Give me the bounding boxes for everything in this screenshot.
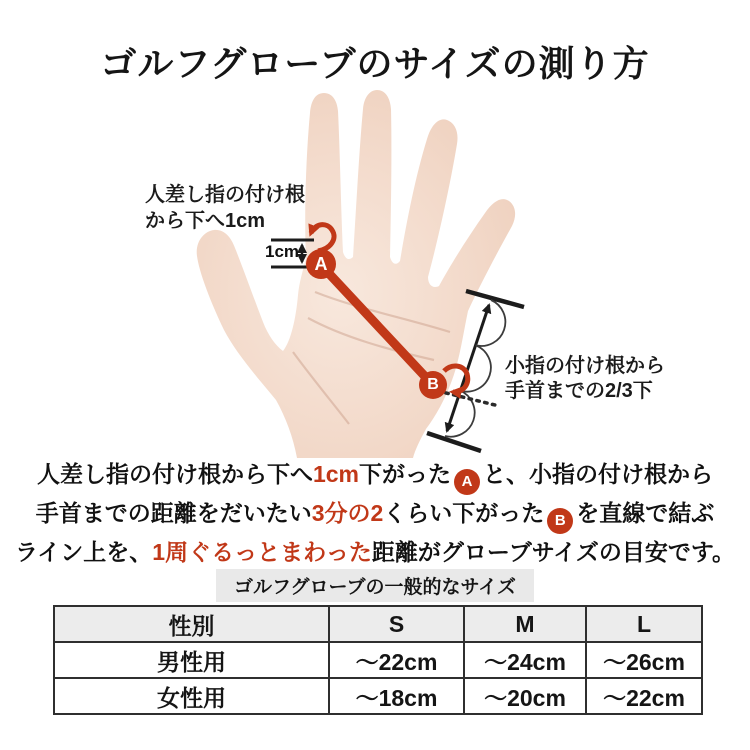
instruction-text: ライン上を、	[14, 539, 153, 565]
instruction-text: 手首までの距離をだいたい	[35, 500, 312, 526]
marker-a-inline-badge: A	[454, 469, 480, 495]
table-row-women	[54, 678, 702, 714]
table-row-men	[54, 642, 702, 678]
size-table	[53, 605, 703, 715]
pinky-note-line2: 手首までの2/3下	[505, 380, 653, 402]
size-table-caption: ゴルフグローブの一般的なサイズ	[216, 569, 534, 602]
instruction-text: 距離がグローブサイズの目安です。	[371, 539, 736, 565]
table-header-m: M	[464, 606, 586, 642]
instruction-line-2	[0, 495, 750, 534]
pinky-note-line1: 小指の付け根から	[505, 355, 665, 377]
hand-shape	[197, 90, 515, 458]
index-base-annotation	[145, 182, 305, 234]
highlight-text: 3分の2	[311, 500, 384, 526]
one-cm-label: 1cm	[265, 242, 300, 261]
table-header-s: S	[329, 606, 464, 642]
table-cell: 〜18cm	[329, 678, 464, 714]
index-note-line2: から下へ1cm	[145, 210, 266, 232]
table-header-row	[54, 606, 702, 642]
marker-b-badge: B	[419, 371, 447, 399]
instruction-paragraph	[0, 456, 750, 570]
instruction-text: と、小指の付け根から	[483, 461, 714, 487]
instruction-line-3	[0, 534, 750, 570]
pinky-base-annotation	[505, 354, 665, 404]
dotted-guide-line	[438, 391, 499, 406]
table-header-l: L	[586, 606, 702, 642]
table-cell: 〜20cm	[464, 678, 586, 714]
instruction-text: を直線で結ぶ	[576, 500, 715, 526]
instruction-text: 人差し指の付け根から下へ	[36, 461, 313, 487]
instruction-text: くらい下がった	[383, 500, 545, 526]
highlight-text: 1cm	[312, 461, 360, 487]
highlight-text: 1周ぐるっとまわった	[152, 539, 372, 565]
table-cell-label: 男性用	[54, 642, 329, 678]
instruction-text: 下がった	[359, 461, 452, 487]
page-title: ゴルフグローブのサイズの測り方	[100, 43, 650, 84]
table-cell: 〜22cm	[329, 642, 464, 678]
marker-b-inline-badge: B	[547, 508, 573, 534]
instruction-line-1	[0, 456, 750, 495]
table-cell: 〜26cm	[586, 642, 702, 678]
table-cell: 〜22cm	[586, 678, 702, 714]
table-cell-label: 女性用	[54, 678, 329, 714]
table-cell: 〜24cm	[464, 642, 586, 678]
table-header-gender: 性別	[54, 606, 329, 642]
measure-tick-top	[466, 291, 524, 307]
marker-a-badge: A	[306, 249, 336, 279]
index-note-line1: 人差し指の付け根	[145, 184, 305, 206]
